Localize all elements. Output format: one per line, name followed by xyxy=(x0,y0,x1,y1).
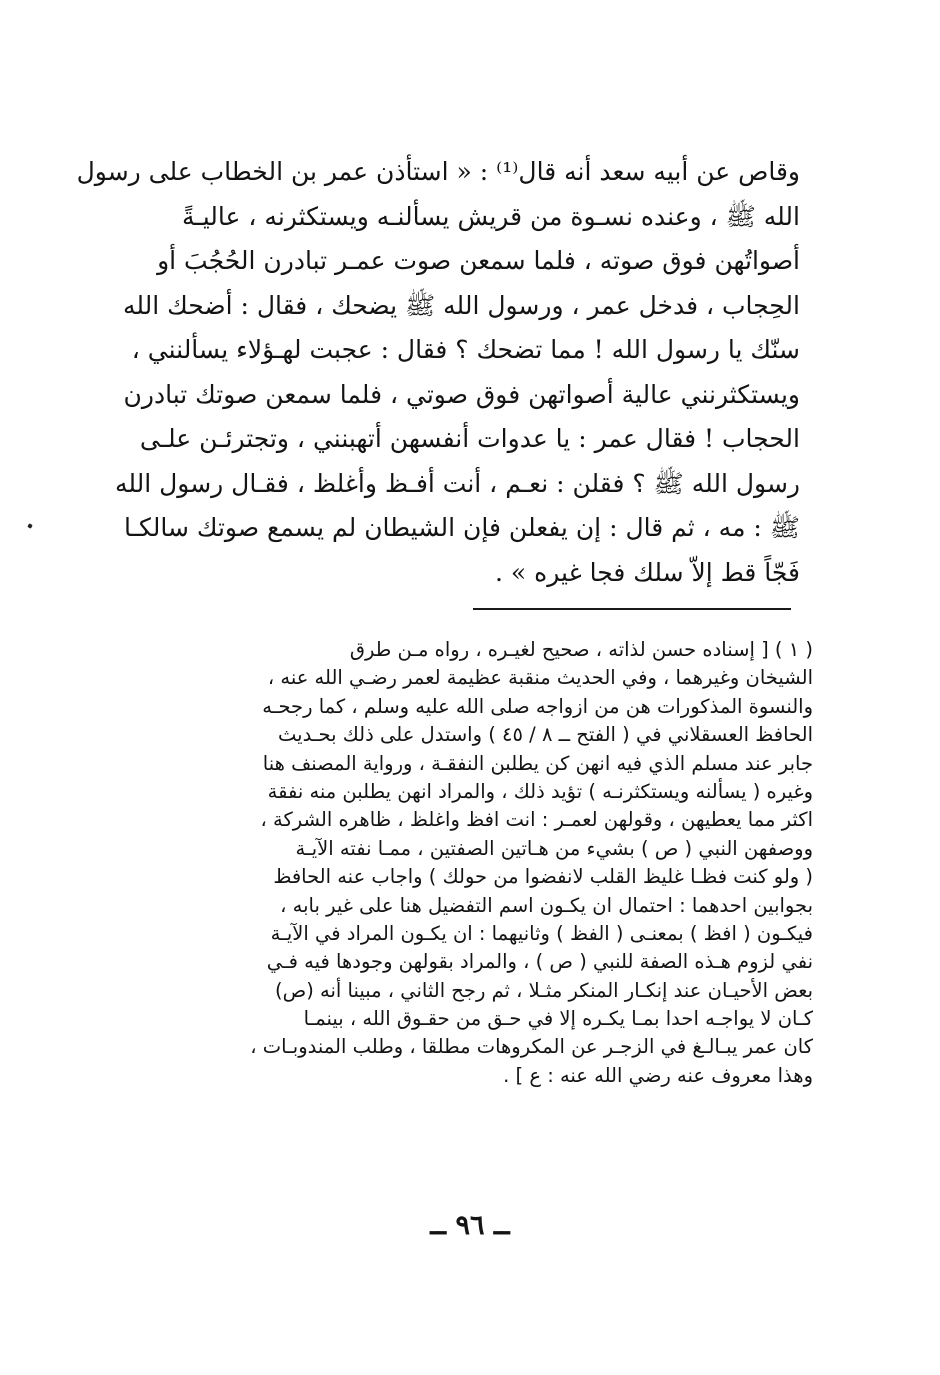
footnote-line: وهذا معروف عنه رضي الله عنه : ع ] . xyxy=(503,1063,813,1087)
footnote-block xyxy=(148,636,813,1090)
footnote-separator xyxy=(473,608,791,610)
text-line: ويستكثرنني عالية أصواتهن فوق صوتي ، فلما سمعن صوتك تبادرن xyxy=(123,379,800,409)
text-line: الحجاب ! فقال عمر : يا عدوات أنفسهن أتهبنني ، وتجترئـن علـى xyxy=(139,424,800,453)
footnote-line: والنسوة المذكورات هن من ازواجه صلى الله عليه وسلم ، كما رجحـه xyxy=(262,694,813,718)
text-line: رسول الله ﷺ ؟ فقلن : نعـم ، أنت أفـظ وأغلظ ، فقـال رسول الله xyxy=(114,468,800,498)
text-line: أصواتُهن فوق صوته ، فلما سمعن صوت عمـر تبادرن الحُجُبَ أو xyxy=(157,246,800,275)
text-line: فَجّاً قط إلاّ سلك فجا غيره » . xyxy=(495,557,800,587)
footnote-line: ووصفهن النبي ( ص ) بشيء من هـاتين الصفتين ، ممـا نفته الآيـة xyxy=(295,836,813,860)
footnote-line: الشيخان وغيرهما ، وفي الحديث منقبة عظيمة لعمر رضـي الله عنه ، xyxy=(267,666,813,690)
page-number: ــ ٩٦ ــ xyxy=(430,1210,510,1241)
margin-mark xyxy=(27,523,32,528)
footnote-line: جابر عند مسلم الذي فيه انهن كن يطلبن النفقـة ، ورواية المصنف هنا xyxy=(262,751,813,775)
footnote-line: ( ولو كنت فظـا غليظ القلب لانفضوا من حولك ) واجاب عنه الحافظ xyxy=(273,865,813,889)
footnote-line: وغيره ( يسألنه ويستكثرنـه ) تؤيد ذلك ، والمراد انهن يطلبن منه نفقة xyxy=(267,779,813,803)
footnote-line: كان عمر يبـالـغ في الزجـر عن المكروهات مطلقا ، وطلب المندوبـات ، xyxy=(250,1035,813,1059)
footnote-line: الحافظ العسقلاني في ( الفتح ــ ٨ / ٤٥ ) واستدل على ذلك بحـديث xyxy=(278,723,813,747)
text-line: وقاص عن أبيه سعد أنه قال⁽¹⁾ : « استأذن عمر بن الخطاب على رسول xyxy=(76,157,800,186)
footnote-line: فيكـون ( افظ ) بمعنـى ( الفظ ) وثانيهما : ان يكـون المراد في الآيـة xyxy=(270,921,813,945)
text-line: الله ﷺ ، وعنده نسـوة من قريش يسألنـه ويستكثرنه ، عاليـةً xyxy=(182,201,800,231)
main-text-block xyxy=(76,150,800,595)
footnote-line: كـان لا يواجـه احدا بمـا يكـره إلا في حـق من حقـوق الله ، بينمـا xyxy=(303,1007,813,1031)
footnote-line: بجوابين احدهما : احتمال ان يكـون اسم التفضيل هنا على غير بابه ، xyxy=(280,893,813,917)
text-line: ﷺ : مه ، ثم قال : إن يفعلن فإن الشيطان لم يسمع صوتك سالكـا xyxy=(124,513,800,542)
footnote-line: ( ١ ) [ إسناده حسن لذاته ، صحيح لغيـره ، رواه مـن طرق xyxy=(349,638,813,661)
footnote-line: اكثر مما يعطيهن ، وقولهن لعمـر : انت افظ واغلظ ، ظاهره الشركة ، xyxy=(260,808,813,832)
text-line: سنّك يا رسول الله ! مما تضحك ؟ فقال : عجبت لهـؤلاء يسألنني ، xyxy=(131,335,800,364)
footnote-line: نفي لزوم هـذه الصفة للنبي ( ص ) ، والمراد بقولهن وجودها فيه فـي xyxy=(266,950,813,974)
footnote-line: بعض الأحيـان عند إنكـار المنكر مثـلا ، ثم رجح الثاني ، مبينا أنه (ص) xyxy=(275,978,813,1002)
text-line: الحِجاب ، فدخل عمر ، ورسول الله ﷺ يضحك ، فقال : أضحك الله xyxy=(122,290,800,320)
